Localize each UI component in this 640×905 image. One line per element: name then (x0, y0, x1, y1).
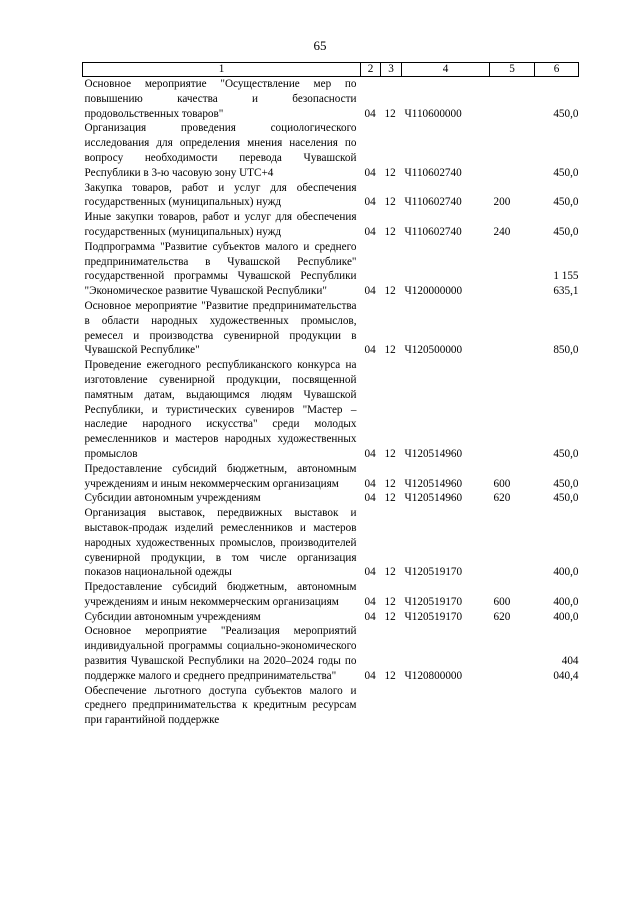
amount-value: 450,0 (553, 492, 579, 505)
expense-type-code (490, 624, 535, 683)
row-name: Подпрограмма "Развитие субъектов малого и среднего предпринимательства в Чувашской Республике" государственной программы Чувашской Республики "Экономическое развитие Чувашской Республики" (84, 240, 357, 298)
row-name: Проведение ежегодного республиканского конкурса на изготовление сувенирной продукции, посвященной памятным датам, выдающимся людям Чувашской Республики, и туристических сувениров "Мастер – наследие народного искусства" среди молодых ремесленников и мастеров народных художественных промыслов (84, 359, 357, 460)
table-row (83, 77, 579, 122)
subsection-code: 12 (384, 344, 396, 357)
row-name: Основное мероприятие "Осуществление мер по повышению качества и безопасности продовольственных товаров" (84, 78, 357, 120)
column-header: 2 (361, 63, 381, 77)
expense-type-code (490, 299, 535, 358)
amount-value: 450,0 (553, 107, 579, 120)
section-code: 04 (364, 344, 376, 357)
column-header: 3 (381, 63, 402, 77)
section-code: 04 (364, 166, 376, 179)
amount-value: 450,0 (553, 225, 579, 238)
section-code: 04 (364, 107, 376, 120)
row-name: Иные закупки товаров, работ и услуг для обеспечения государственных (муниципальных) нужд (84, 211, 357, 238)
expense-type-code (490, 358, 535, 462)
amount-value: 404 040,4 (553, 655, 579, 682)
target-article-code: Ч120500000 (404, 344, 463, 357)
target-article-code: Ч120000000 (404, 285, 463, 298)
table-row (83, 210, 579, 240)
table-row (83, 462, 579, 492)
row-name: Предоставление субсидий бюджетным, автономным учреждениям и иным некоммерческим организациям (84, 462, 357, 490)
column-header: 5 (490, 63, 535, 77)
row-name: Субсидии автономным учреждениям (84, 492, 261, 505)
expense-type-code: 200 (493, 196, 511, 209)
subsection-code: 12 (384, 566, 396, 579)
amount-value: 450,0 (553, 196, 579, 209)
target-article-code: Ч120800000 (404, 669, 463, 682)
row-name: Организация проведения социологического исследования для определения мнения населения по вопросу необходимости перевода Чувашской Республики в 3-ю часовую зону UTC+4 (84, 122, 357, 179)
row-name: Закупка товаров, работ и услуг для обеспечения государственных (муниципальных) нужд (84, 181, 357, 209)
row-name: Обеспечение льготного доступа субъектов малого и среднего предпринимательства к кредитным ресурсам при гарантийной поддержке (84, 684, 357, 727)
target-article-code: Ч110600000 (404, 107, 462, 120)
expense-type-code (490, 77, 535, 122)
subsection-code: 12 (384, 225, 396, 238)
column-number-header (83, 63, 579, 77)
subsection-code: 12 (384, 610, 396, 623)
subsection-code: 12 (384, 595, 396, 608)
expense-type-code: 620 (493, 492, 511, 505)
section-code: 04 (364, 447, 376, 460)
table-row (83, 358, 579, 462)
target-article-code: Ч120519170 (404, 610, 463, 623)
subsection-code: 12 (384, 492, 396, 505)
amount-value: 400,0 (553, 566, 579, 579)
table-row (83, 299, 579, 358)
expense-type-code: 600 (493, 477, 511, 490)
amount-value: 850,0 (553, 344, 579, 357)
subsection-code: 12 (384, 196, 396, 209)
section-code: 04 (364, 595, 376, 608)
table-row (83, 491, 579, 506)
target-article-code: Ч120514960 (404, 492, 463, 505)
target-article-code: Ч120514960 (404, 447, 463, 460)
row-name: Основное мероприятие "Реализация мероприятий индивидуальной программы социально-экономического развития Чувашской Республики на 2020–2024 годы по поддержке малого и среднего предпринимательства" (84, 625, 357, 682)
row-name: Организация выставок, передвижных выставок и выставок-продаж изделий ремесленников и мастеров народных художественных промыслов, производителей сувенирной продукции, в том числе организация показов национальной одежды (84, 507, 357, 579)
section-code: 04 (364, 669, 376, 682)
section-code: 04 (364, 285, 376, 298)
table-row (83, 506, 579, 580)
section-code (361, 684, 381, 728)
target-article-code: Ч110602740 (404, 225, 462, 238)
budget-table (82, 62, 579, 728)
section-code: 04 (364, 610, 376, 623)
target-article-code: Ч120519170 (404, 566, 463, 579)
subsection-code: 12 (384, 669, 396, 682)
target-article-code: Ч120519170 (404, 595, 463, 608)
table-row (83, 684, 579, 728)
amount-value (535, 684, 579, 728)
section-code: 04 (364, 566, 376, 579)
subsection-code: 12 (384, 447, 396, 460)
table-row (83, 240, 579, 299)
row-name: Основное мероприятие "Развитие предпринимательства в области народных художественных промыслов, ремесел и производства сувенирной продукции в Чувашской Республике" (84, 299, 357, 357)
subsection-code: 12 (384, 285, 396, 298)
table-row (83, 121, 579, 180)
row-name: Субсидии автономным учреждениям (84, 610, 261, 623)
target-article-code: Ч110602740 (404, 196, 462, 209)
subsection-code: 12 (384, 477, 396, 490)
expense-type-code (490, 684, 535, 728)
expense-type-code (490, 240, 535, 299)
section-code: 04 (364, 477, 376, 490)
page-number: 65 (313, 38, 327, 53)
amount-value: 450,0 (553, 447, 579, 460)
amount-value: 450,0 (553, 477, 579, 490)
expense-type-code: 240 (493, 225, 511, 238)
subsection-code: 12 (384, 107, 396, 120)
table-row (83, 580, 579, 610)
target-article-code: Ч110602740 (404, 166, 462, 179)
subsection-code: 12 (384, 166, 396, 179)
table-row (83, 624, 579, 683)
target-article-code (402, 684, 490, 728)
subsection-code (381, 684, 402, 728)
target-article-code: Ч120514960 (404, 477, 463, 490)
column-header: 4 (402, 63, 490, 77)
section-code: 04 (364, 225, 376, 238)
amount-value: 400,0 (553, 610, 579, 623)
amount-value: 450,0 (553, 166, 579, 179)
section-code: 04 (364, 196, 376, 209)
amount-value: 1 155 635,1 (553, 270, 579, 298)
expense-type-code (490, 121, 535, 180)
table-row (83, 181, 579, 211)
section-code: 04 (364, 492, 376, 505)
column-header: 1 (83, 63, 361, 77)
expense-type-code (490, 506, 535, 580)
amount-value: 400,0 (553, 595, 579, 608)
table-body (83, 77, 579, 729)
row-name: Предоставление субсидий бюджетным, автономным учреждениям и иным некоммерческим организациям (84, 581, 357, 608)
column-header: 6 (535, 63, 579, 77)
expense-type-code: 620 (493, 610, 511, 623)
table-row (83, 610, 579, 625)
expense-type-code: 600 (493, 595, 511, 608)
